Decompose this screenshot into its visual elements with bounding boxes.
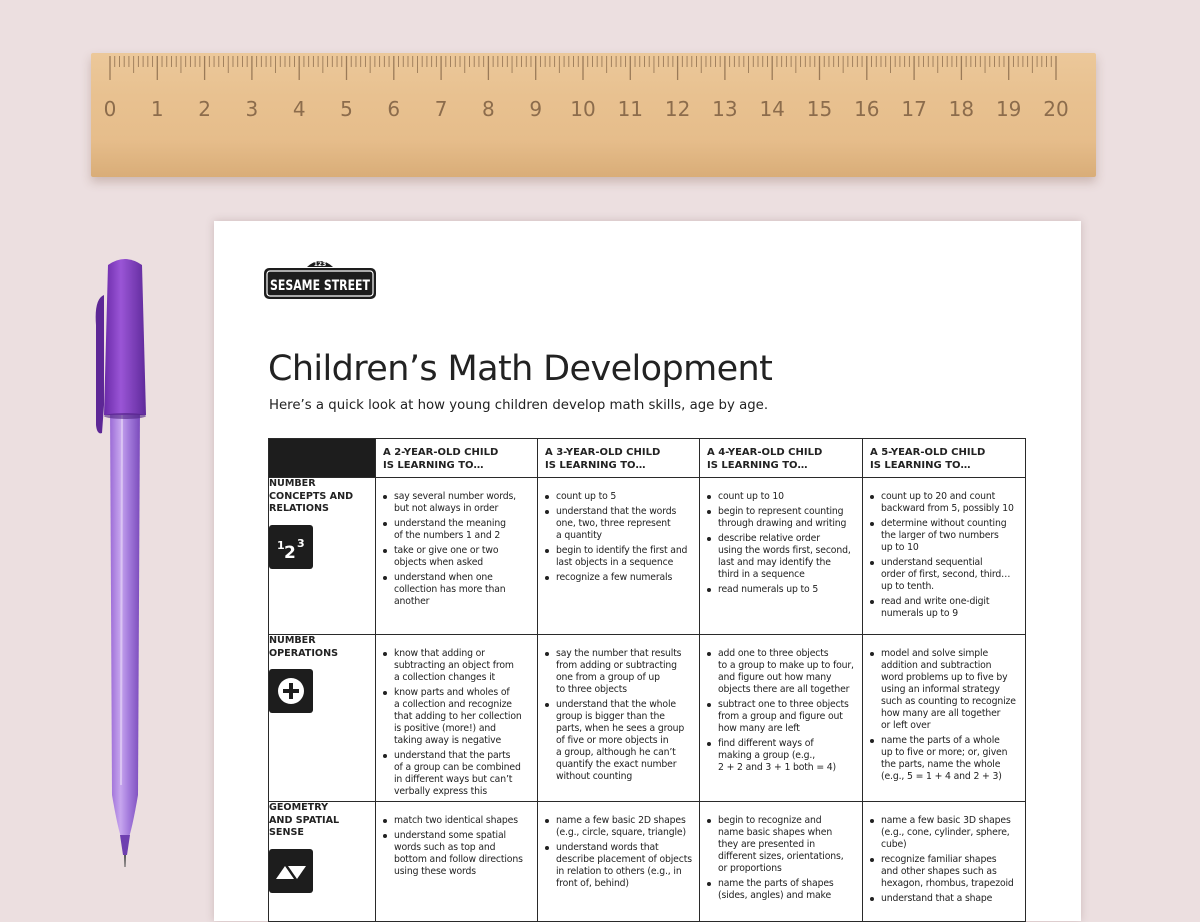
row-label: NUMBER CONCEPTS AND RELATIONS (269, 478, 354, 514)
ruler-number: 19 (995, 97, 1022, 121)
skill-list (538, 635, 699, 783)
column-header: A 2-YEAR-OLD CHILD IS LEARNING TO… (376, 439, 538, 478)
column-header: A 3-YEAR-OLD CHILD IS LEARNING TO… (538, 439, 700, 478)
table-cell (538, 635, 700, 802)
table-corner (269, 439, 376, 478)
svg-text:1: 1 (277, 538, 285, 552)
ruler-number: 16 (854, 97, 880, 121)
skill-item: name a few basic 2D shapes (e.g., circle, square, triangle) (556, 815, 695, 839)
skill-list (863, 635, 1025, 783)
math-development-table (268, 438, 1026, 922)
skill-item: describe relative order using the words first, second, last and may identify the third in a sequence (718, 533, 858, 581)
ruler-number: 20 (1043, 97, 1069, 121)
ruler-number: 3 (245, 97, 259, 121)
skill-item: model and solve simple addition and subtraction word problems up to five by using an informal strategy such as counting to recognize how many are all together or left over (881, 648, 1021, 732)
row-header (269, 478, 376, 635)
skill-list (700, 478, 862, 596)
ruler-number: 13 (712, 97, 738, 121)
column-header: A 5-YEAR-OLD CHILD IS LEARNING TO… (863, 439, 1026, 478)
svg-text:2: 2 (284, 542, 296, 563)
ruler-number: 18 (948, 97, 975, 121)
skill-item: recognize familiar shapes and other shapes such as hexagon, rhombus, trapezoid (881, 854, 1021, 890)
row-label: GEOMETRY AND SPATIAL SENSE (269, 802, 340, 838)
skill-item: understand that the parts of a group can be combined in different ways but can’t verbally express this (394, 750, 533, 798)
skill-list (700, 802, 862, 902)
skill-item: read and write one-digit numerals up to 9 (881, 596, 1021, 620)
ruler-number: 8 (482, 97, 495, 121)
skill-item: count up to 10 (718, 491, 858, 503)
skill-item: name the parts of a whole up to five or more; or, given the parts, name the whole (e.g., 5 = 1 + 4 and 2 + 3) (881, 735, 1021, 783)
skill-item: name a few basic 3D shapes (e.g., cone, cylinder, sphere, cube) (881, 815, 1021, 851)
table-cell (700, 802, 863, 922)
skill-item: understand that the whole group is bigger than the parts, when he sees a group of five or more objects in a group, although he can’t quantify the exact number without counting (556, 699, 695, 783)
skill-list (376, 802, 537, 878)
ruler-number: 4 (292, 97, 306, 121)
table-cell (538, 802, 700, 922)
skill-item: take or give one or two objects when asked (394, 545, 533, 569)
page-subtitle: Here’s a quick look at how young children develop math skills, age by age. (269, 398, 769, 413)
skill-list (863, 478, 1025, 620)
skill-item: understand when one collection has more than another (394, 572, 533, 608)
page-title: Children’s Math Development (268, 349, 773, 389)
worksheet-page (214, 221, 1081, 921)
ruler-number: 7 (434, 97, 448, 121)
sesame-street-logo (263, 257, 377, 301)
table-cell (376, 802, 538, 922)
table-cell (376, 478, 538, 635)
shapes-triangles-icon (269, 849, 313, 893)
skill-item: know that adding or subtracting an object from a collection changes it (394, 648, 533, 684)
ruler-number: 11 (617, 97, 644, 121)
row-header (269, 802, 376, 922)
skill-item: read numerals up to 5 (718, 584, 858, 596)
skill-item: understand the meaning of the numbers 1 and 2 (394, 518, 533, 542)
row-header (269, 635, 376, 802)
skill-item: recognize a few numerals (556, 572, 695, 584)
svg-text:3: 3 (297, 536, 305, 550)
row-label: NUMBER OPERATIONS (269, 635, 339, 659)
skill-item: find different ways of making a group (e.g., 2 + 2 and 3 + 1 both = 4) (718, 738, 858, 774)
table-cell (538, 478, 700, 635)
skill-item: subtract one to three objects from a group and figure out how many are left (718, 699, 858, 735)
ruler-number: 17 (901, 97, 927, 121)
skill-item: begin to identify the first and last objects in a sequence (556, 545, 695, 569)
ruler-number: 14 (759, 97, 785, 121)
skill-item: know parts and wholes of a collection and recognize that adding to her collection is positive (more!) and taking away is negative (394, 687, 533, 747)
logo-number: 123 (313, 261, 327, 268)
skill-item: count up to 5 (556, 491, 695, 503)
skill-item: begin to recognize and name basic shapes when they are presented in different sizes, orientations, or proportions (718, 815, 858, 875)
skill-item: understand words that describe placement of objects in relation to others (e.g., in front of, behind) (556, 842, 695, 890)
skill-item: count up to 20 and count backward from 5, possibly 10 (881, 491, 1021, 515)
skill-item: add one to three objects to a group to make up to four, and figure out how many objects there are all together (718, 648, 858, 696)
table-cell (863, 635, 1026, 802)
table-cell (863, 478, 1026, 635)
skill-item: understand that the words one, two, three represent a quantity (556, 506, 695, 542)
ruler-number: 5 (340, 97, 353, 121)
skill-item: understand some spatial words such as top and bottom and follow directions using these words (394, 830, 533, 878)
ruler-number: 9 (529, 97, 543, 121)
plus-circle-icon (269, 669, 313, 713)
skill-item: understand sequential order of first, second, third… up to tenth. (881, 557, 1021, 593)
logo-text: SESAME STREET (270, 278, 371, 294)
ruler-number: 6 (387, 97, 401, 121)
table-row (269, 478, 1026, 635)
skill-list (538, 802, 699, 890)
skill-list (700, 635, 862, 774)
wooden-ruler (91, 53, 1096, 177)
table-cell (700, 478, 863, 635)
skill-item: say several number words, but not always in order (394, 491, 533, 515)
ruler-number: 10 (570, 97, 596, 121)
numbers-123-icon (269, 525, 313, 569)
column-header: A 4-YEAR-OLD CHILD IS LEARNING TO… (700, 439, 863, 478)
skill-item: begin to represent counting through drawing and writing (718, 506, 858, 530)
skill-list (376, 478, 537, 608)
ruler-number: 1 (150, 97, 164, 121)
table-cell (376, 635, 538, 802)
skill-item: understand that a shape (881, 893, 1021, 905)
skill-list (376, 635, 537, 798)
table-row (269, 802, 1026, 922)
table-header-row (269, 439, 1026, 478)
ruler-number: 2 (198, 97, 211, 121)
table-cell (700, 635, 863, 802)
ruler-number: 15 (806, 97, 833, 121)
table-row (269, 635, 1026, 802)
skill-list (863, 802, 1025, 905)
skill-item: match two identical shapes (394, 815, 533, 827)
skill-item: say the number that results from adding or subtracting one from a group of up to three objects (556, 648, 695, 696)
skill-item: determine without counting the larger of two numbers up to 10 (881, 518, 1021, 554)
skill-item: name the parts of shapes (sides, angles) and make (718, 878, 858, 902)
ruler-number: 12 (664, 97, 691, 121)
ruler-number: 0 (103, 97, 117, 121)
skill-list (538, 478, 699, 584)
table-cell (863, 802, 1026, 922)
purple-pen (90, 255, 160, 875)
